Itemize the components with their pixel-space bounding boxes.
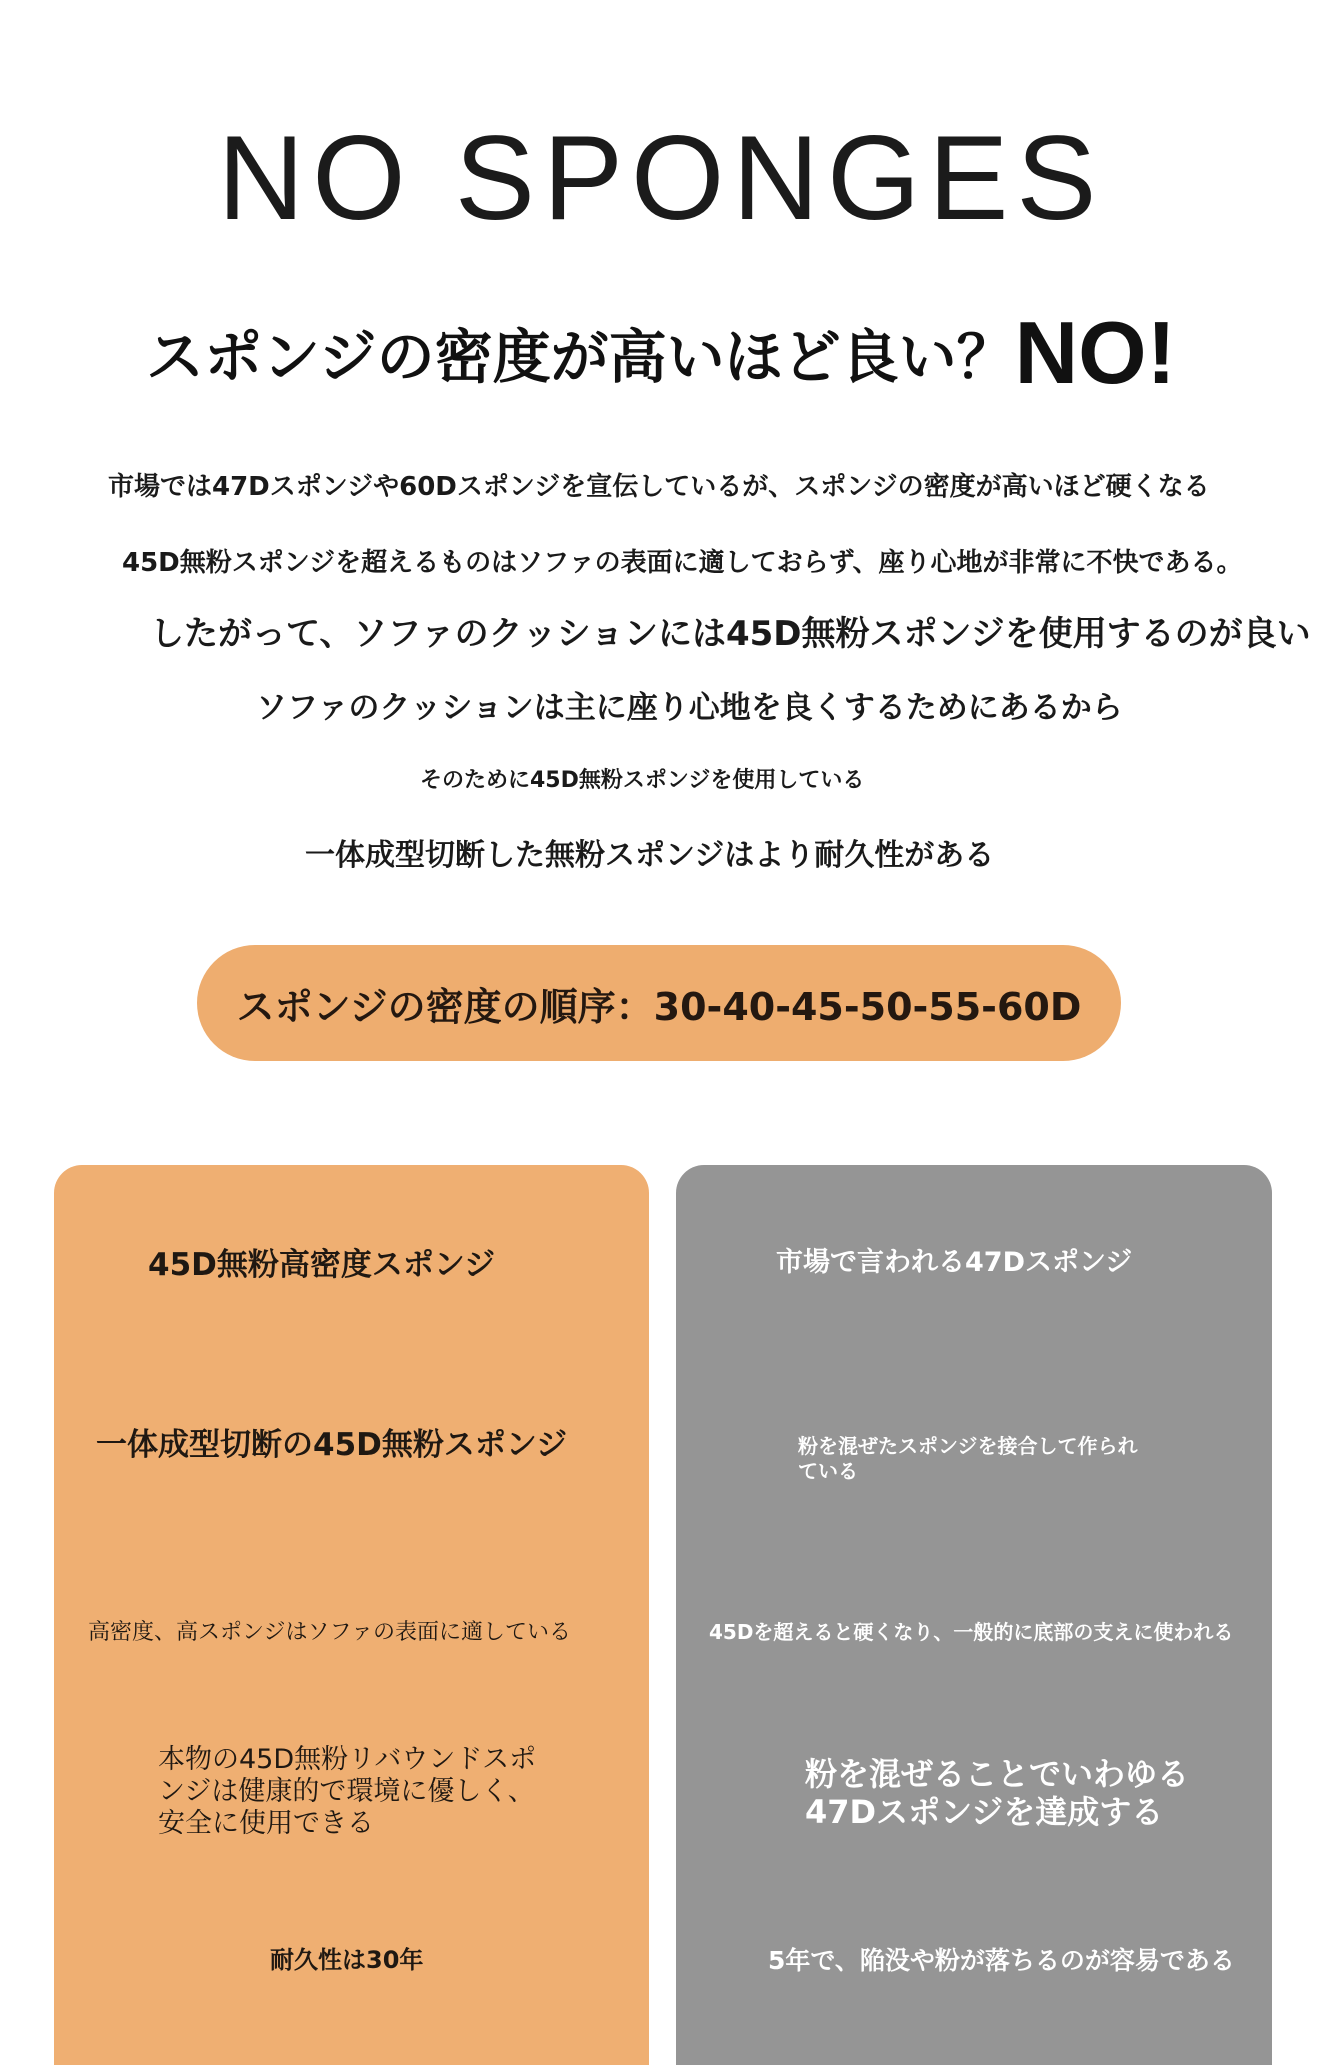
density-order-text: スポンジの密度の順序：30-40-45-50-55-60D [236, 984, 1082, 1029]
right-comparison-panel [676, 1165, 1272, 2065]
left-panel-point-2: 高密度、高スポンジはソファの表面に適している [88, 1620, 572, 1645]
subtitle-answer: NO! [1014, 303, 1176, 402]
left-panel-point-1: 一体成型切断の45D無粉スポンジ [96, 1427, 568, 1463]
left-panel-title: 45D無粉高密度スポンジ [148, 1247, 496, 1283]
intro-line-6: 一体成型切断した無粉スポンジはより耐久性がある [305, 838, 995, 873]
right-panel-point-1: 粉を混ぜたスポンジを接合して作られている [798, 1434, 1138, 1483]
right-panel-point-2: 45Dを超えると硬くなり、一般的に底部の支えに使われる [709, 1620, 1234, 1644]
intro-line-4: ソファのクッションは主に座り心地を良くするためにあるから [256, 690, 1123, 726]
intro-line-3: したがって、ソファのクッションには45D無粉スポンジを使用するのが良い [150, 614, 1311, 654]
left-panel-point-3: 本物の45D無粉リバウンドスポンジは健康的で環境に優しく、安全に使用できる [158, 1744, 537, 1839]
intro-line-5: そのために45D無粉スポンジを使用している [420, 768, 865, 793]
subtitle-question: スポンジの密度が高いほど良い？ [146, 323, 1015, 391]
right-panel-point-4: 5年で、陥没や粉が落ちるのが容易である [768, 1946, 1235, 1975]
left-panel-point-4: 耐久性は30年 [270, 1946, 424, 1974]
page-subtitle [0, 305, 1322, 402]
left-comparison-panel [54, 1165, 649, 2065]
right-panel-title: 市場で言われる47Dスポンジ [776, 1247, 1133, 1278]
right-panel-point-3: 粉を混ぜることでいわゆる47Dスポンジを達成する [805, 1755, 1190, 1831]
intro-line-2: 45D無粉スポンジを超えるものはソファの表面に適しておらず、座り心地が非常に不快である。 [122, 548, 1243, 578]
page-title: NO SPONGES [217, 111, 1105, 245]
intro-line-1: 市場では47Dスポンジや60Dスポンジを宣伝しているが、スポンジの密度が高いほど硬くなる [108, 472, 1210, 502]
